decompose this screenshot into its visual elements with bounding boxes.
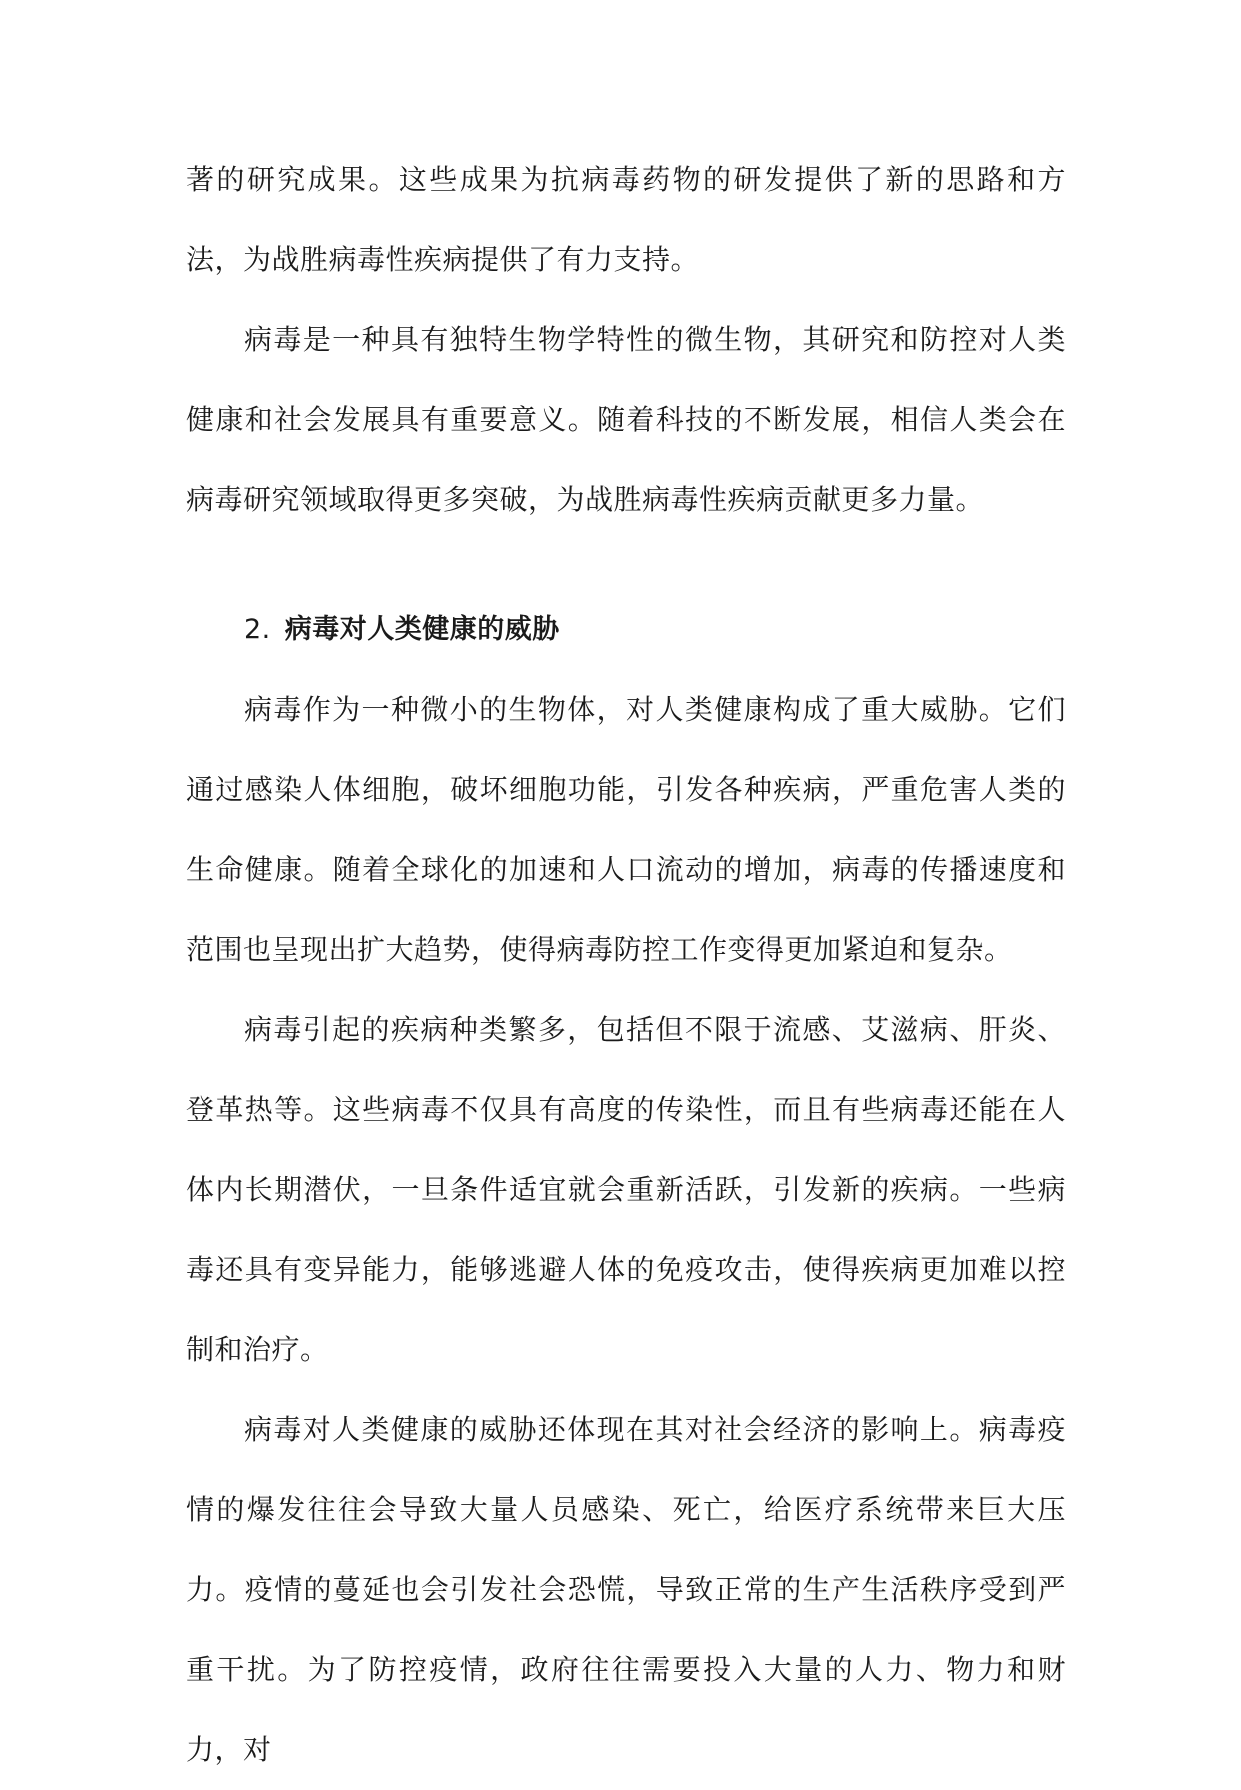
section-title: 病毒对人类健康的威胁 bbox=[284, 614, 560, 645]
paragraph-virus-disease-types: 病毒引起的疾病种类繁多，包括但不限于流感、艾滋病、肝炎、登革热等。这些病毒不仅具有高度的传染性，而且有些病毒还能在人体内长期潜伏，一旦条件适宜就会重新活跃，引发新的疾病。一些病毒还具有变异能力，能够逃避人体的免疫攻击，使得疾病更加难以控制和治疗。 bbox=[186, 1013, 1066, 1366]
section-number: 2. bbox=[244, 614, 271, 645]
document-body bbox=[186, 140, 1066, 1790]
section-heading bbox=[186, 590, 1066, 670]
paragraph-continuation: 著的研究成果。这些成果为抗病毒药物的研发提供了新的思路和方法，为战胜病毒性疾病提供了有力支持。 bbox=[186, 163, 1066, 276]
paragraph-virus-threat-overview: 病毒作为一种微小的生物体，对人类健康构成了重大威胁。它们通过感染人体细胞，破坏细胞功能，引发各种疾病，严重危害人类的生命健康。随着全球化的加速和人口流动的增加，病毒的传播速度和范围也呈现出扩大趋势，使得病毒防控工作变得更加紧迫和复杂。 bbox=[186, 693, 1066, 966]
paragraph-virus-economic-impact: 病毒对人类健康的威胁还体现在其对社会经济的影响上。病毒疫情的爆发往往会导致大量人员感染、死亡，给医疗系统带来巨大压力。疫情的蔓延也会引发社会恐慌，导致正常的生产生活秩序受到严重干扰。为了防控疫情，政府往往需要投入大量的人力、物力和财力，对 bbox=[186, 1413, 1066, 1766]
paragraph-virus-research-summary: 病毒是一种具有独特生物学特性的微生物，其研究和防控对人类健康和社会发展具有重要意义。随着科技的不断发展，相信人类会在病毒研究领域取得更多突破，为战胜病毒性疾病贡献更多力量。 bbox=[186, 323, 1066, 516]
